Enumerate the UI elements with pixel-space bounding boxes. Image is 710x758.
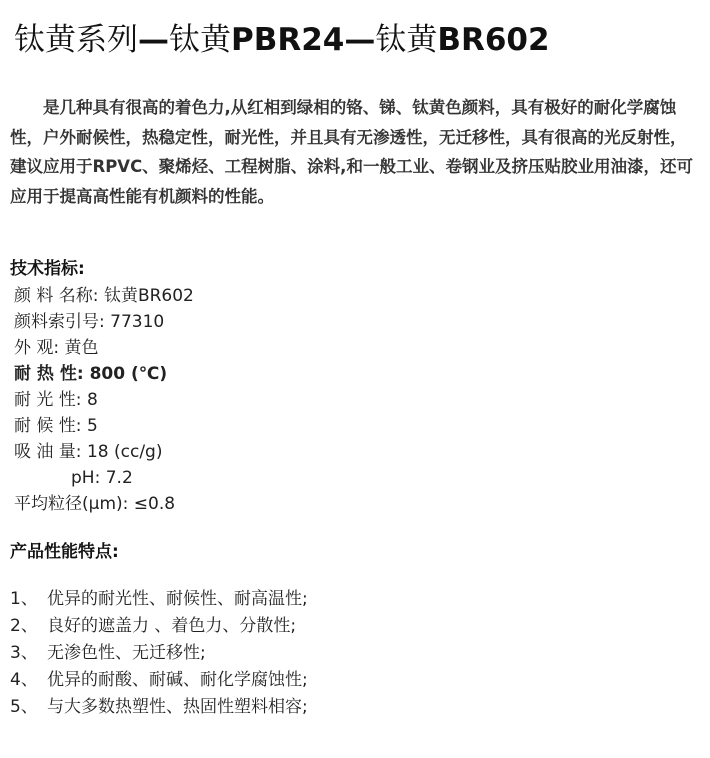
- spec-item-color-index: [14, 309, 194, 335]
- intro-paragraph: 是几种具有很高的着色力,从红相到绿相的铬、锑、钛黄色颜料，具有极好的耐化学腐蚀性，户外耐候性，热稳定性，耐光性，并且具有无渗透性，无迁移性，具有很高的光反射性，建议应用于RPVC、聚烯烃、工程树脂、涂料,和一般工业、卷钢业及挤压贴胶业用油漆，还可应用于提高高性能有机颜料的性能。: [10, 98, 693, 206]
- spec-item-appearance: [14, 335, 194, 361]
- feature-number: 4、: [10, 670, 38, 690]
- feature-item: [10, 640, 308, 667]
- spec-item-particle-size: [14, 491, 194, 517]
- feature-text: 与大多数热塑性、热固性塑料相容;: [47, 697, 308, 717]
- feature-text: 优异的耐酸、耐碱、耐化学腐蚀性;: [47, 670, 308, 690]
- spec-value: 7.2: [105, 468, 133, 488]
- feature-item: [10, 667, 308, 694]
- spec-label: 颜 料 名称:: [14, 286, 99, 306]
- feature-number: 5、: [10, 697, 38, 717]
- spec-list: [14, 283, 194, 517]
- features-heading: 产品性能特点:: [10, 542, 119, 562]
- spec-value: 黄色: [64, 338, 99, 358]
- title-series: 钛黄系列: [14, 22, 138, 58]
- spec-value: 8: [86, 390, 98, 410]
- spec-label: 外 观:: [14, 338, 60, 358]
- spec-label: 平均粒径(μm):: [14, 494, 129, 514]
- feature-number: 3、: [10, 643, 38, 663]
- spec-value: ≤0.8: [133, 494, 176, 514]
- spec-heading: 技术指标:: [10, 259, 85, 279]
- spec-label: 耐 光 性:: [14, 390, 82, 410]
- spec-item-heat-resistance: [14, 361, 194, 387]
- page-title: [14, 18, 550, 62]
- features-list: [10, 586, 308, 721]
- feature-number: 2、: [10, 616, 38, 636]
- feature-text: 优异的耐光性、耐候性、耐高温性;: [47, 589, 308, 609]
- spec-item-pigment-name: [14, 283, 194, 309]
- spec-item-ph: [14, 465, 194, 491]
- spec-value: 5: [86, 416, 98, 436]
- title-prefix: 钛黄: [169, 22, 231, 58]
- spec-value: 800 (℃): [89, 364, 168, 384]
- spec-label: 耐 候 性:: [14, 416, 82, 436]
- spec-item-light-fastness: [14, 387, 194, 413]
- feature-number: 1、: [10, 589, 38, 609]
- feature-item: [10, 613, 308, 640]
- title-dash: —: [344, 22, 376, 58]
- spec-label: 吸 油 量:: [14, 442, 82, 462]
- feature-text: 良好的遮盖力 、着色力、分散性;: [47, 616, 297, 636]
- title-dash: —: [138, 22, 169, 58]
- spec-value: 77310: [110, 312, 165, 332]
- title-code-br602: BR602: [437, 22, 550, 58]
- title-prefix: 钛黄: [375, 22, 438, 58]
- spec-label: 耐 热 性:: [14, 364, 84, 384]
- spec-value: 钛黄BR602: [103, 286, 194, 306]
- title-code-pbr24: PBR24: [231, 22, 345, 58]
- feature-item: [10, 586, 308, 613]
- feature-text: 无渗色性、无迁移性;: [47, 643, 206, 663]
- spec-label: pH:: [71, 468, 101, 488]
- spec-value: 18 (cc/g): [86, 442, 163, 462]
- spec-label: 颜料索引号:: [14, 312, 105, 332]
- spec-item-weather-fastness: [14, 413, 194, 439]
- spec-item-oil-absorption: [14, 439, 194, 465]
- feature-item: [10, 694, 308, 721]
